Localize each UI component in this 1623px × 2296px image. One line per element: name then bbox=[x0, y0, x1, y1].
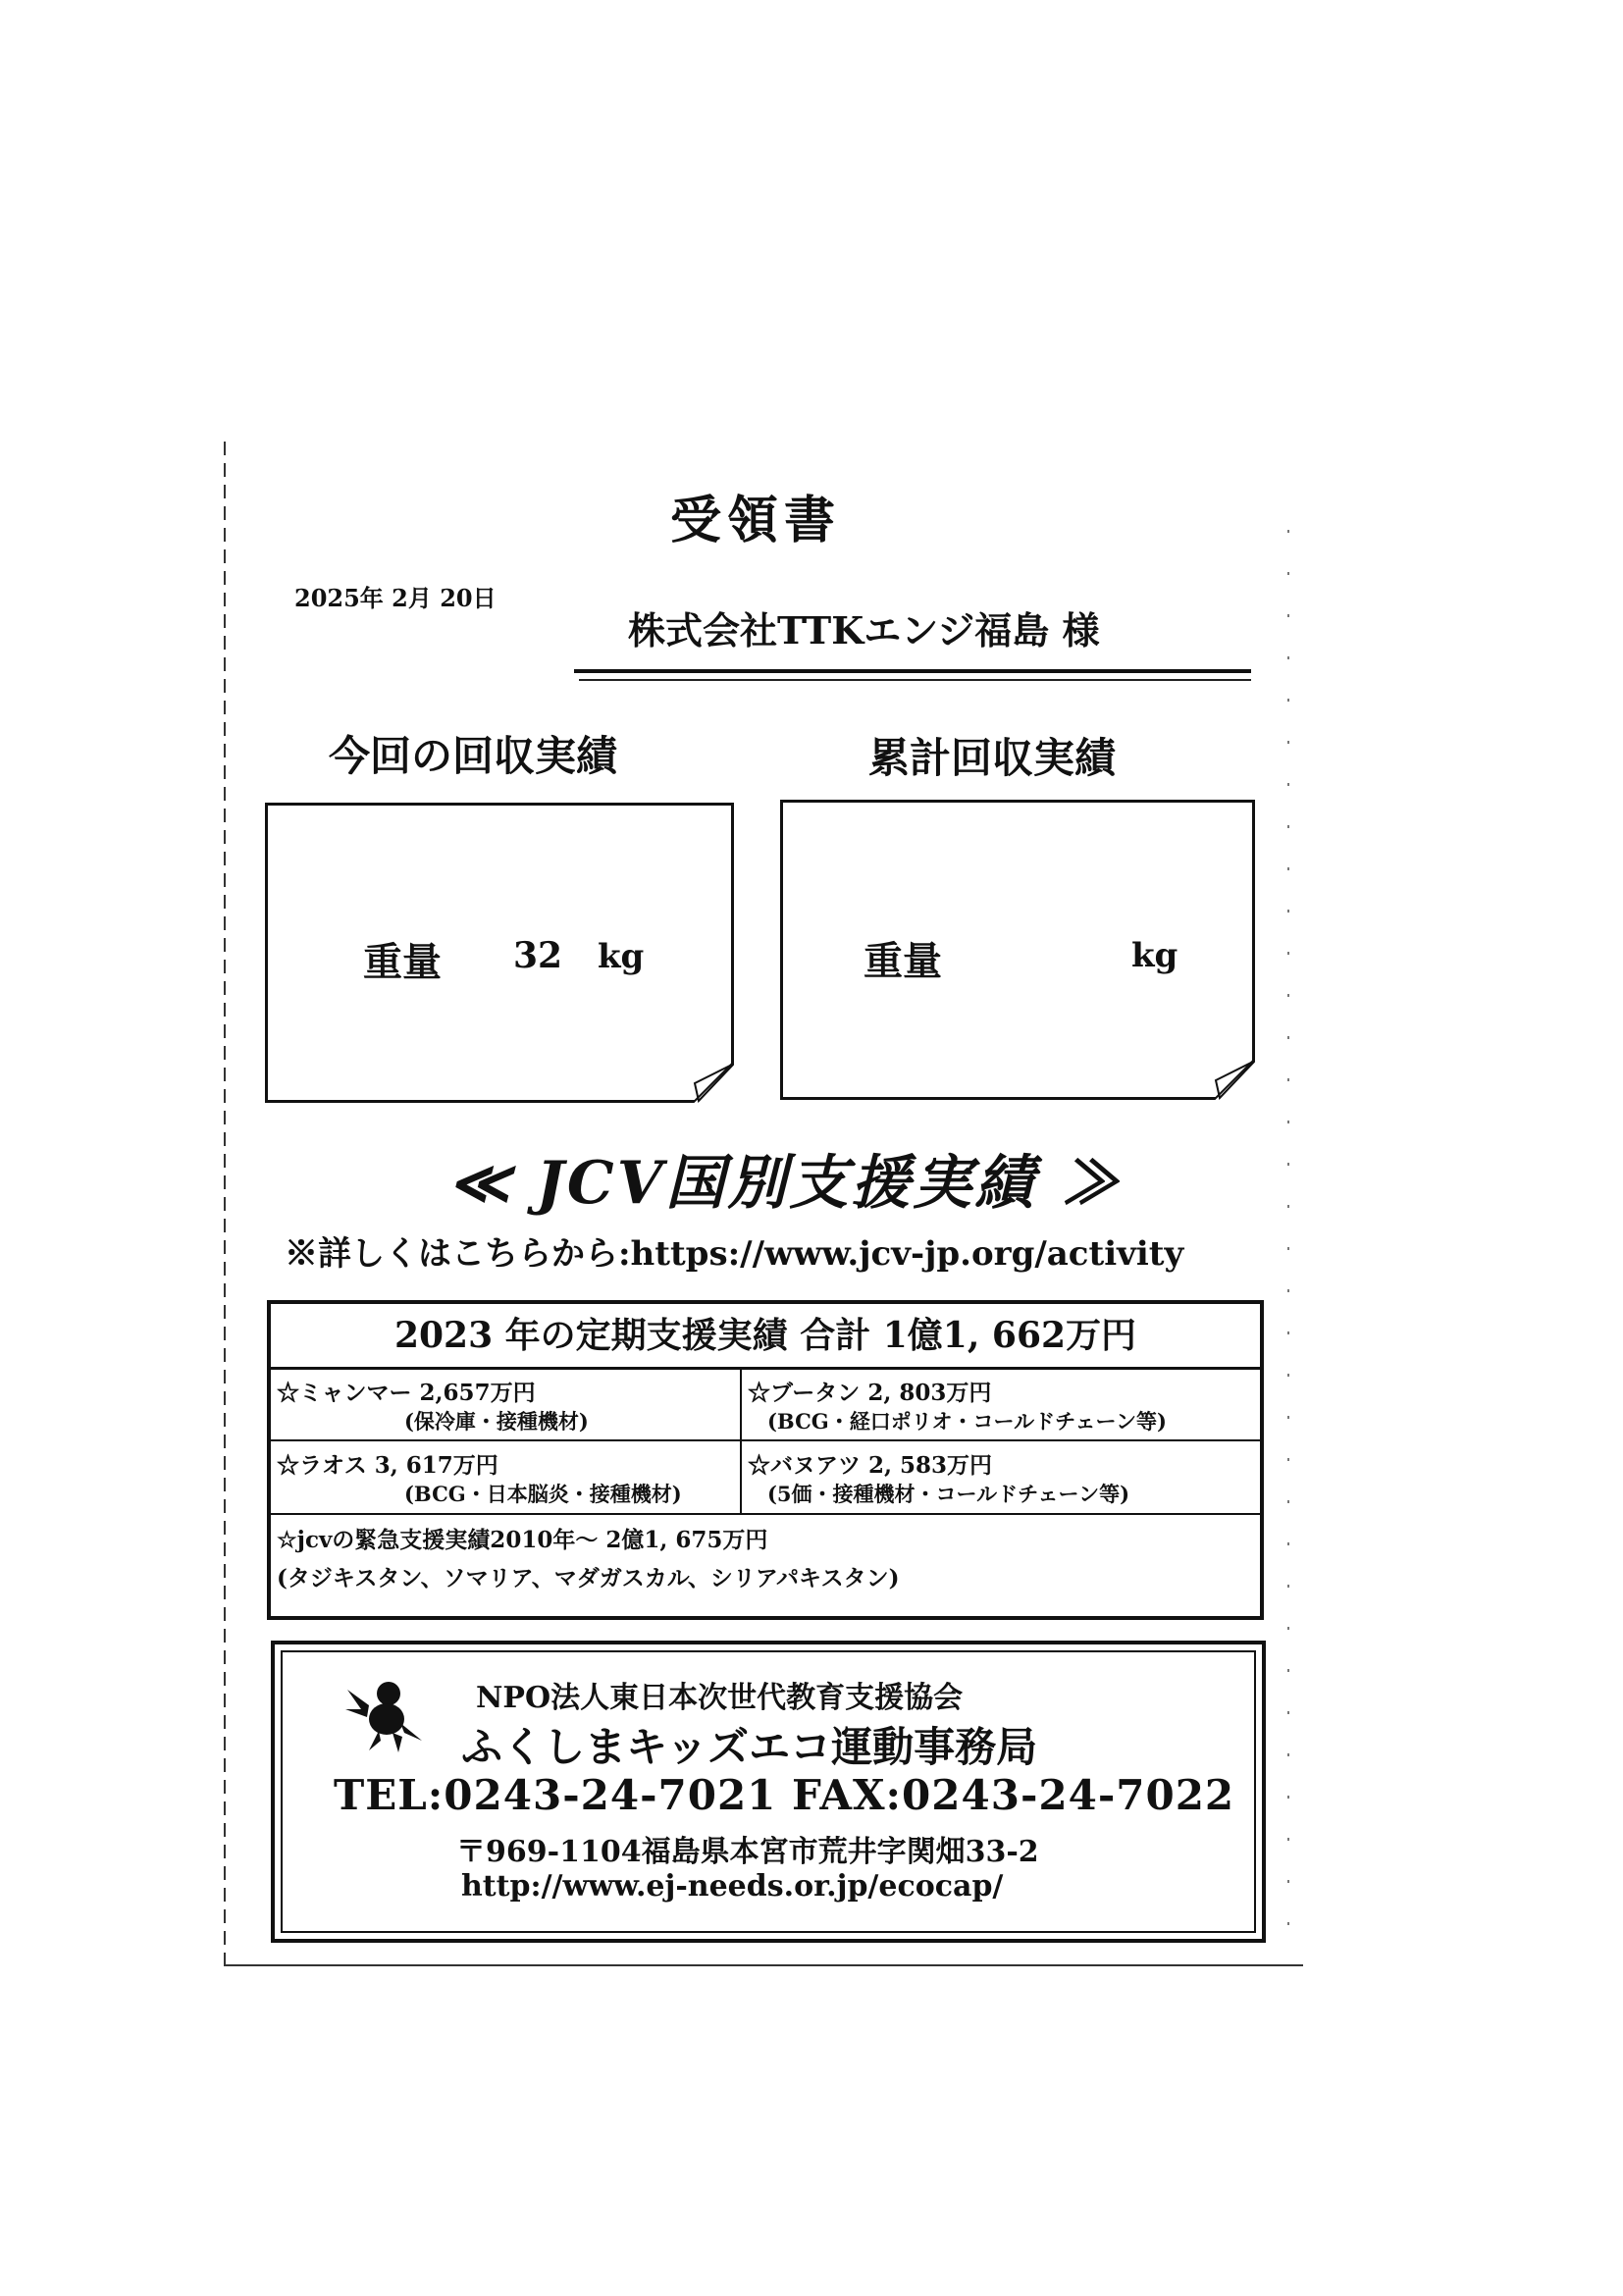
receipt-date: 2025年 2月 20日 bbox=[294, 584, 497, 612]
cumulative-weight-unit: kg bbox=[1131, 936, 1178, 975]
emergency-support-cell bbox=[277, 1522, 1248, 1606]
current-collection-heading: 今回の回収実績 bbox=[329, 732, 618, 780]
recipient-underline-thin bbox=[579, 679, 1251, 681]
current-weight-label: 重量 bbox=[363, 939, 442, 985]
page-border-bottom bbox=[224, 1962, 1303, 1968]
support-country-detail: (BCG・日本脳炎・接種機材) bbox=[404, 1482, 682, 1506]
current-weight-value: 32 bbox=[513, 935, 563, 976]
contact-address: 〒969-1104福島県本宮市荒井字関畑33-2 bbox=[456, 1835, 1039, 1869]
table-divider-row bbox=[271, 1439, 1260, 1441]
jcv-heading: ≪ JCV国別支援実績 ≫ bbox=[447, 1149, 1123, 1218]
support-country-amount: ☆ミャンマー 2,657万円 bbox=[277, 1380, 536, 1406]
table-divider-row bbox=[271, 1513, 1260, 1515]
page-curl-icon bbox=[693, 1062, 734, 1103]
page-curl-icon bbox=[1214, 1059, 1255, 1100]
support-cell-myanmar bbox=[277, 1375, 736, 1435]
page-border-right bbox=[1285, 530, 1291, 1962]
support-country-detail: (BCG・経口ポリオ・コールドチェーン等) bbox=[767, 1409, 1167, 1434]
recipient-underline bbox=[574, 669, 1251, 673]
emergency-support-amount: ☆jcvの緊急支援実績2010年～ 2億1, 675万円 bbox=[277, 1527, 768, 1553]
current-weight-unit: kg bbox=[598, 937, 645, 976]
support-cell-vanuatu bbox=[748, 1447, 1250, 1508]
support-country-detail: (5価・接種機材・コールドチェーン等) bbox=[767, 1482, 1130, 1506]
cumulative-collection-card bbox=[780, 800, 1255, 1100]
contact-url[interactable]: http://www.ej-needs.or.jp/ecocap/ bbox=[461, 1869, 1004, 1904]
support-country-amount: ☆バヌアツ 2, 583万円 bbox=[748, 1452, 993, 1479]
jcv-details-link[interactable]: ※詳しくはこちらから:https://www.jcv-jp.org/activity bbox=[285, 1234, 1184, 1274]
support-cell-bhutan bbox=[748, 1375, 1250, 1435]
support-country-amount: ☆ラオス 3, 617万円 bbox=[277, 1452, 498, 1479]
contact-tel-fax: TEL:0243-24-7021 FAX:0243-24-7022 bbox=[334, 1771, 1235, 1819]
cumulative-collection-heading: 累計回収実績 bbox=[868, 734, 1117, 782]
support-2023-header: 2023 年の定期支援実績 合計 1億1, 662万円 bbox=[271, 1304, 1260, 1370]
recipient-name: 株式会社TTKエンジ福島 様 bbox=[628, 608, 1100, 652]
cherub-icon bbox=[343, 1676, 426, 1754]
current-collection-card bbox=[265, 803, 734, 1103]
support-country-amount: ☆ブータン 2, 803万円 bbox=[748, 1380, 992, 1406]
support-country-detail: (保冷庫・接種機材) bbox=[404, 1409, 589, 1434]
support-2023-table bbox=[267, 1300, 1264, 1620]
support-cell-laos bbox=[277, 1447, 736, 1508]
org-name-line2: ふくしまキッズエコ運動事務局 bbox=[461, 1723, 1038, 1771]
receipt-title: 受領書 bbox=[669, 491, 841, 550]
org-name-line1: NPO法人東日本次世代教育支援協会 bbox=[476, 1681, 964, 1715]
cumulative-weight-label: 重量 bbox=[864, 938, 942, 984]
emergency-support-countries: (タジキスタン、ソマリア、マダガスカル、シリアパキスタン) bbox=[277, 1565, 900, 1592]
